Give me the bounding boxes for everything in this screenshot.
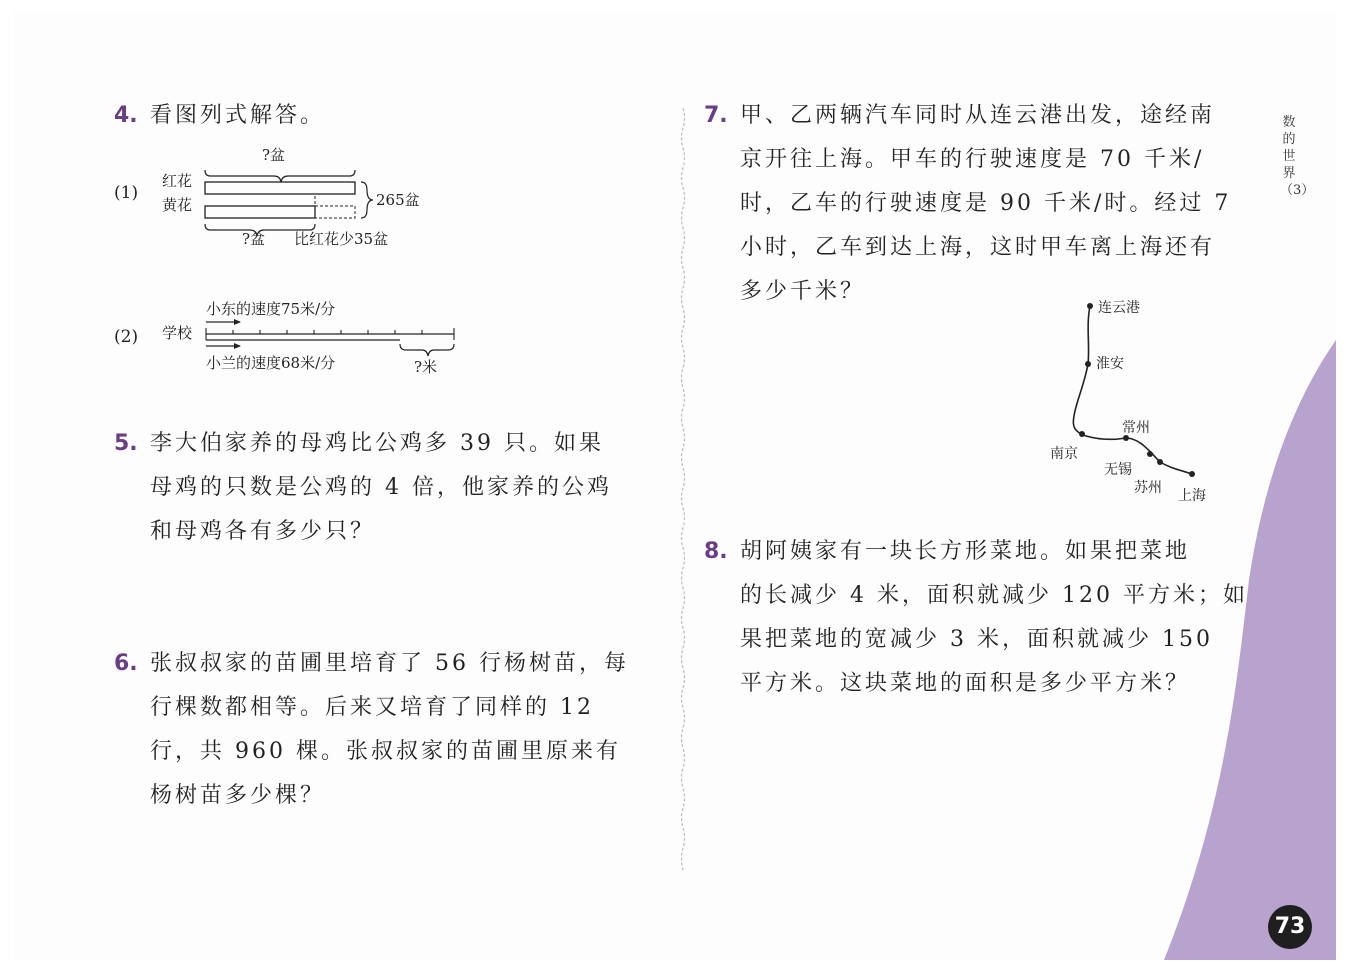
question-line: 胡阿姨家有一块长方形菜地。如果把菜地 [740, 539, 1191, 564]
question-line: 行，共 960 棵。张叔叔家的苗圃里原来有 [150, 739, 621, 764]
xiaodong-speed: 小东的速度75米/分 [206, 300, 336, 318]
page-number: 73 [1268, 905, 1312, 949]
question-4-title: 看图列式解答。 [150, 103, 326, 128]
red-flower-question: ?盆 [262, 146, 286, 164]
question-line: 多少千米？ [740, 279, 866, 304]
question-4 [114, 94, 326, 138]
question-7 [704, 94, 1232, 314]
city-suzhou: 苏州 [1134, 480, 1162, 496]
city-changzhou: 常州 [1122, 420, 1150, 436]
question-5 [114, 422, 612, 554]
question-6 [114, 642, 629, 818]
red-flower-label: 红花 [162, 172, 193, 190]
question-line: 杨树苗多少棵？ [150, 783, 326, 808]
column-divider [679, 108, 687, 870]
question-line: 平方米。这块菜地的面积是多少平方米？ [740, 671, 1191, 696]
question-line: 行棵数都相等。后来又培育了同样的 12 [150, 695, 594, 720]
route-map [1040, 286, 1230, 510]
question-line: 张叔叔家的苗圃里培育了 56 行杨树苗，每 [150, 651, 629, 676]
question-line: 京开往上海。甲车的行驶速度是 70 千米/ [740, 147, 1205, 172]
question-line: 小时，乙车到达上海，这时甲车离上海还有 [740, 235, 1216, 260]
question-8 [704, 530, 1248, 706]
school-label: 学校 [162, 324, 193, 342]
question-line: 时，乙车的行驶速度是 90 千米/时。经过 7 [740, 191, 1232, 216]
question-number: 8. [704, 539, 728, 564]
xiaolan-speed: 小兰的速度68米/分 [206, 354, 336, 372]
city-wuxi: 无锡 [1104, 462, 1132, 478]
city-lianyungang: 连云港 [1098, 300, 1140, 316]
textbook-page [14, 10, 1336, 960]
yellow-flower-question: ?盆 [242, 230, 266, 246]
flower-line-diagram [110, 146, 450, 246]
question-number: 4. [114, 103, 138, 128]
part2-label: (2) [114, 327, 139, 347]
question-line: 和母鸡各有多少只？ [150, 519, 376, 544]
question-number: 6. [114, 651, 138, 676]
distance-question: ?米 [414, 358, 438, 374]
city-nanjing: 南京 [1050, 446, 1078, 462]
question-line: 的长减少 4 米，面积就减少 120 平方米；如 [740, 583, 1248, 608]
total-label: 265盆 [376, 191, 420, 209]
question-line: 李大伯家养的母鸡比公鸡多 39 只。如果 [150, 431, 604, 456]
speed-line-diagram [110, 292, 490, 374]
question-line: 甲、乙两辆汽车同时从连云港出发，途经南 [740, 103, 1216, 128]
question-number: 7. [704, 103, 728, 128]
question-line: 母鸡的只数是公鸡的 4 倍，他家养的公鸡 [150, 475, 612, 500]
question-line: 果把菜地的宽减少 3 米，面积就减少 150 [740, 627, 1213, 652]
yellow-flower-label: 黄花 [162, 196, 193, 214]
question-number: 5. [114, 431, 138, 456]
difference-note: 比红花少35盆 [294, 230, 389, 246]
city-shanghai: 上海 [1178, 488, 1206, 504]
side-section-title: 数的世界（3） [1280, 115, 1315, 198]
part1-label: (1) [114, 183, 139, 203]
city-huaian: 淮安 [1096, 356, 1124, 372]
